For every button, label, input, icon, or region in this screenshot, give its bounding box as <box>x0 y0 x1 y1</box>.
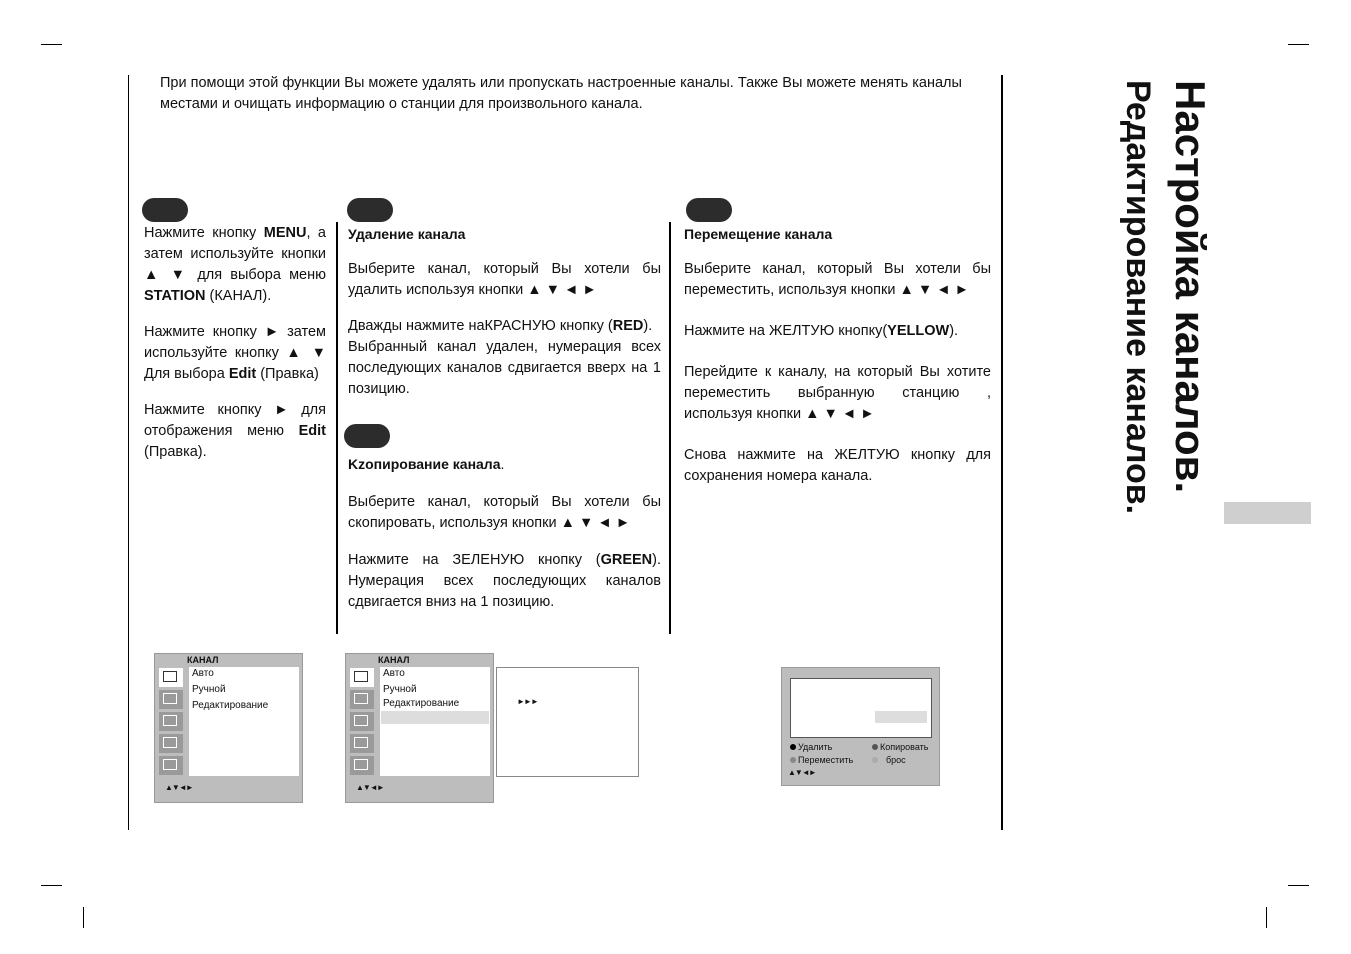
channel-list-area <box>790 678 932 738</box>
edit-channel-screenshot <box>781 667 940 786</box>
instruction-paragraph: Выбранный канал удален, нумерация всех последующих каналов сдвигается вверх на 1 позицию. <box>348 339 661 397</box>
blue-dot-icon <box>872 757 878 763</box>
menu-title: КАНАЛ <box>187 655 219 665</box>
instruction-paragraph: Снова нажмите на ЖЕЛТУЮ кнопку для сохранения номера канала. <box>684 447 991 484</box>
step-badge <box>686 198 732 222</box>
crop-mark <box>41 44 62 45</box>
left-border-line <box>128 75 129 830</box>
picture-icon <box>159 690 183 709</box>
crop-mark <box>41 885 62 886</box>
speaker-icon <box>350 712 374 731</box>
clock-icon <box>350 734 374 753</box>
title-sub: Редактирование каналов. <box>1119 80 1157 515</box>
station-menu-screenshot <box>154 653 303 803</box>
crop-mark <box>1288 44 1309 45</box>
instruction-paragraph: Нажмите кнопку ► затем используйте кнопку ▲ ▼ Для выбора Edit (Правка) <box>144 324 326 382</box>
crop-mark <box>1288 885 1309 886</box>
intro-text: При помощи этой функции Вы можете удалять или пропускать настроенные каналы. Также Вы можете менять каналы местами и очищать информацию о станции для произвольного канала. <box>160 75 962 112</box>
section-heading-delete: Удаление канала <box>348 226 466 242</box>
title-main: Настройка каналов. <box>1167 80 1214 494</box>
legend-skip: брос <box>872 755 906 765</box>
red-dot-icon <box>790 744 796 750</box>
menu-panel <box>189 667 299 776</box>
tv-icon <box>159 668 183 687</box>
nav-arrows-icon: ▲▼◄► <box>788 768 816 777</box>
instruction-paragraph: Нажмите кнопку MENU, а затем используйте кнопки ▲ ▼ для выбора меню STATION (КАНАЛ). <box>144 225 327 304</box>
menu-item: Ручной <box>383 684 417 695</box>
crop-mark <box>1266 907 1267 928</box>
instruction-paragraph: Выберите канал, который Вы хотели бы скопировать, используя кнопки ▲ ▼ ◄ ► <box>348 494 661 531</box>
yellow-dot-icon <box>790 757 796 763</box>
station-menu-screenshot <box>345 653 494 803</box>
menu-highlight <box>381 711 489 724</box>
instruction-paragraph: Выберите канал, который Вы хотели бы переместить, используя кнопки ▲ ▼ ◄ ► <box>684 261 991 298</box>
picture-icon <box>350 690 374 709</box>
instruction-paragraph: Перейдите к каналу, на который Вы хотите переместить выбранную станцию , используя кнопки ▲ ▼ ◄ ► <box>684 364 991 422</box>
instruction-paragraph: Нажмите на ЗЕЛЕНУЮ кнопку (GREEN). Нумерация всех последующих каналов сдвигается вниз на 1 позицию. <box>348 552 661 610</box>
green-dot-icon <box>872 744 878 750</box>
page-title <box>1114 80 1214 560</box>
special-icon <box>350 756 374 775</box>
special-icon <box>159 756 183 775</box>
instruction-paragraph: Нажмите кнопку ► для отображения меню Edit (Правка). <box>144 402 326 460</box>
speaker-icon <box>159 712 183 731</box>
step-badge <box>344 424 390 448</box>
nav-arrows-icon: ▲▼◄► <box>356 783 384 792</box>
channel-field <box>875 711 927 723</box>
section-heading-copy: Kzопирование канала. <box>348 456 505 472</box>
menu-item: Редактирование <box>192 700 269 711</box>
edit-submenu-box <box>496 667 639 777</box>
instruction-paragraph: Дважды нажмите наКРАСНУЮ кнопку (RED). <box>348 318 653 334</box>
menu-title: КАНАЛ <box>378 655 410 665</box>
right-border-line <box>1001 75 1003 830</box>
section-heading-move: Перемещение канала <box>684 226 833 242</box>
column-1 <box>144 223 326 478</box>
column-3 <box>684 224 991 502</box>
legend-move: Переместить <box>790 755 853 765</box>
legend-copy: Копировать <box>872 742 928 752</box>
instruction-paragraph: Выберите канал, который Вы хотели бы удалить используя кнопки ▲ ▼ ◄ ► <box>348 261 661 298</box>
clock-icon <box>159 734 183 753</box>
step-badge <box>142 198 188 222</box>
section-tab <box>1224 502 1311 524</box>
column-2-copy <box>348 454 661 628</box>
instruction-paragraph: Нажмите на ЖЕЛТУЮ кнопку(YELLOW). <box>684 323 959 339</box>
column-divider <box>336 222 338 634</box>
crop-mark <box>83 907 84 928</box>
menu-panel <box>380 667 490 776</box>
legend-delete: Удалить <box>790 742 832 752</box>
column-divider <box>669 222 671 634</box>
arrows-indicator: ►►► <box>517 697 538 706</box>
tv-icon <box>350 668 374 687</box>
nav-arrows-icon: ▲▼◄► <box>165 783 193 792</box>
menu-item: Ручной <box>192 684 226 695</box>
menu-item: Авто <box>192 668 214 679</box>
column-2 <box>348 224 661 415</box>
step-badge <box>347 198 393 222</box>
menu-item: Авто <box>383 668 405 679</box>
menu-item-selected: Редактирование <box>383 698 460 709</box>
